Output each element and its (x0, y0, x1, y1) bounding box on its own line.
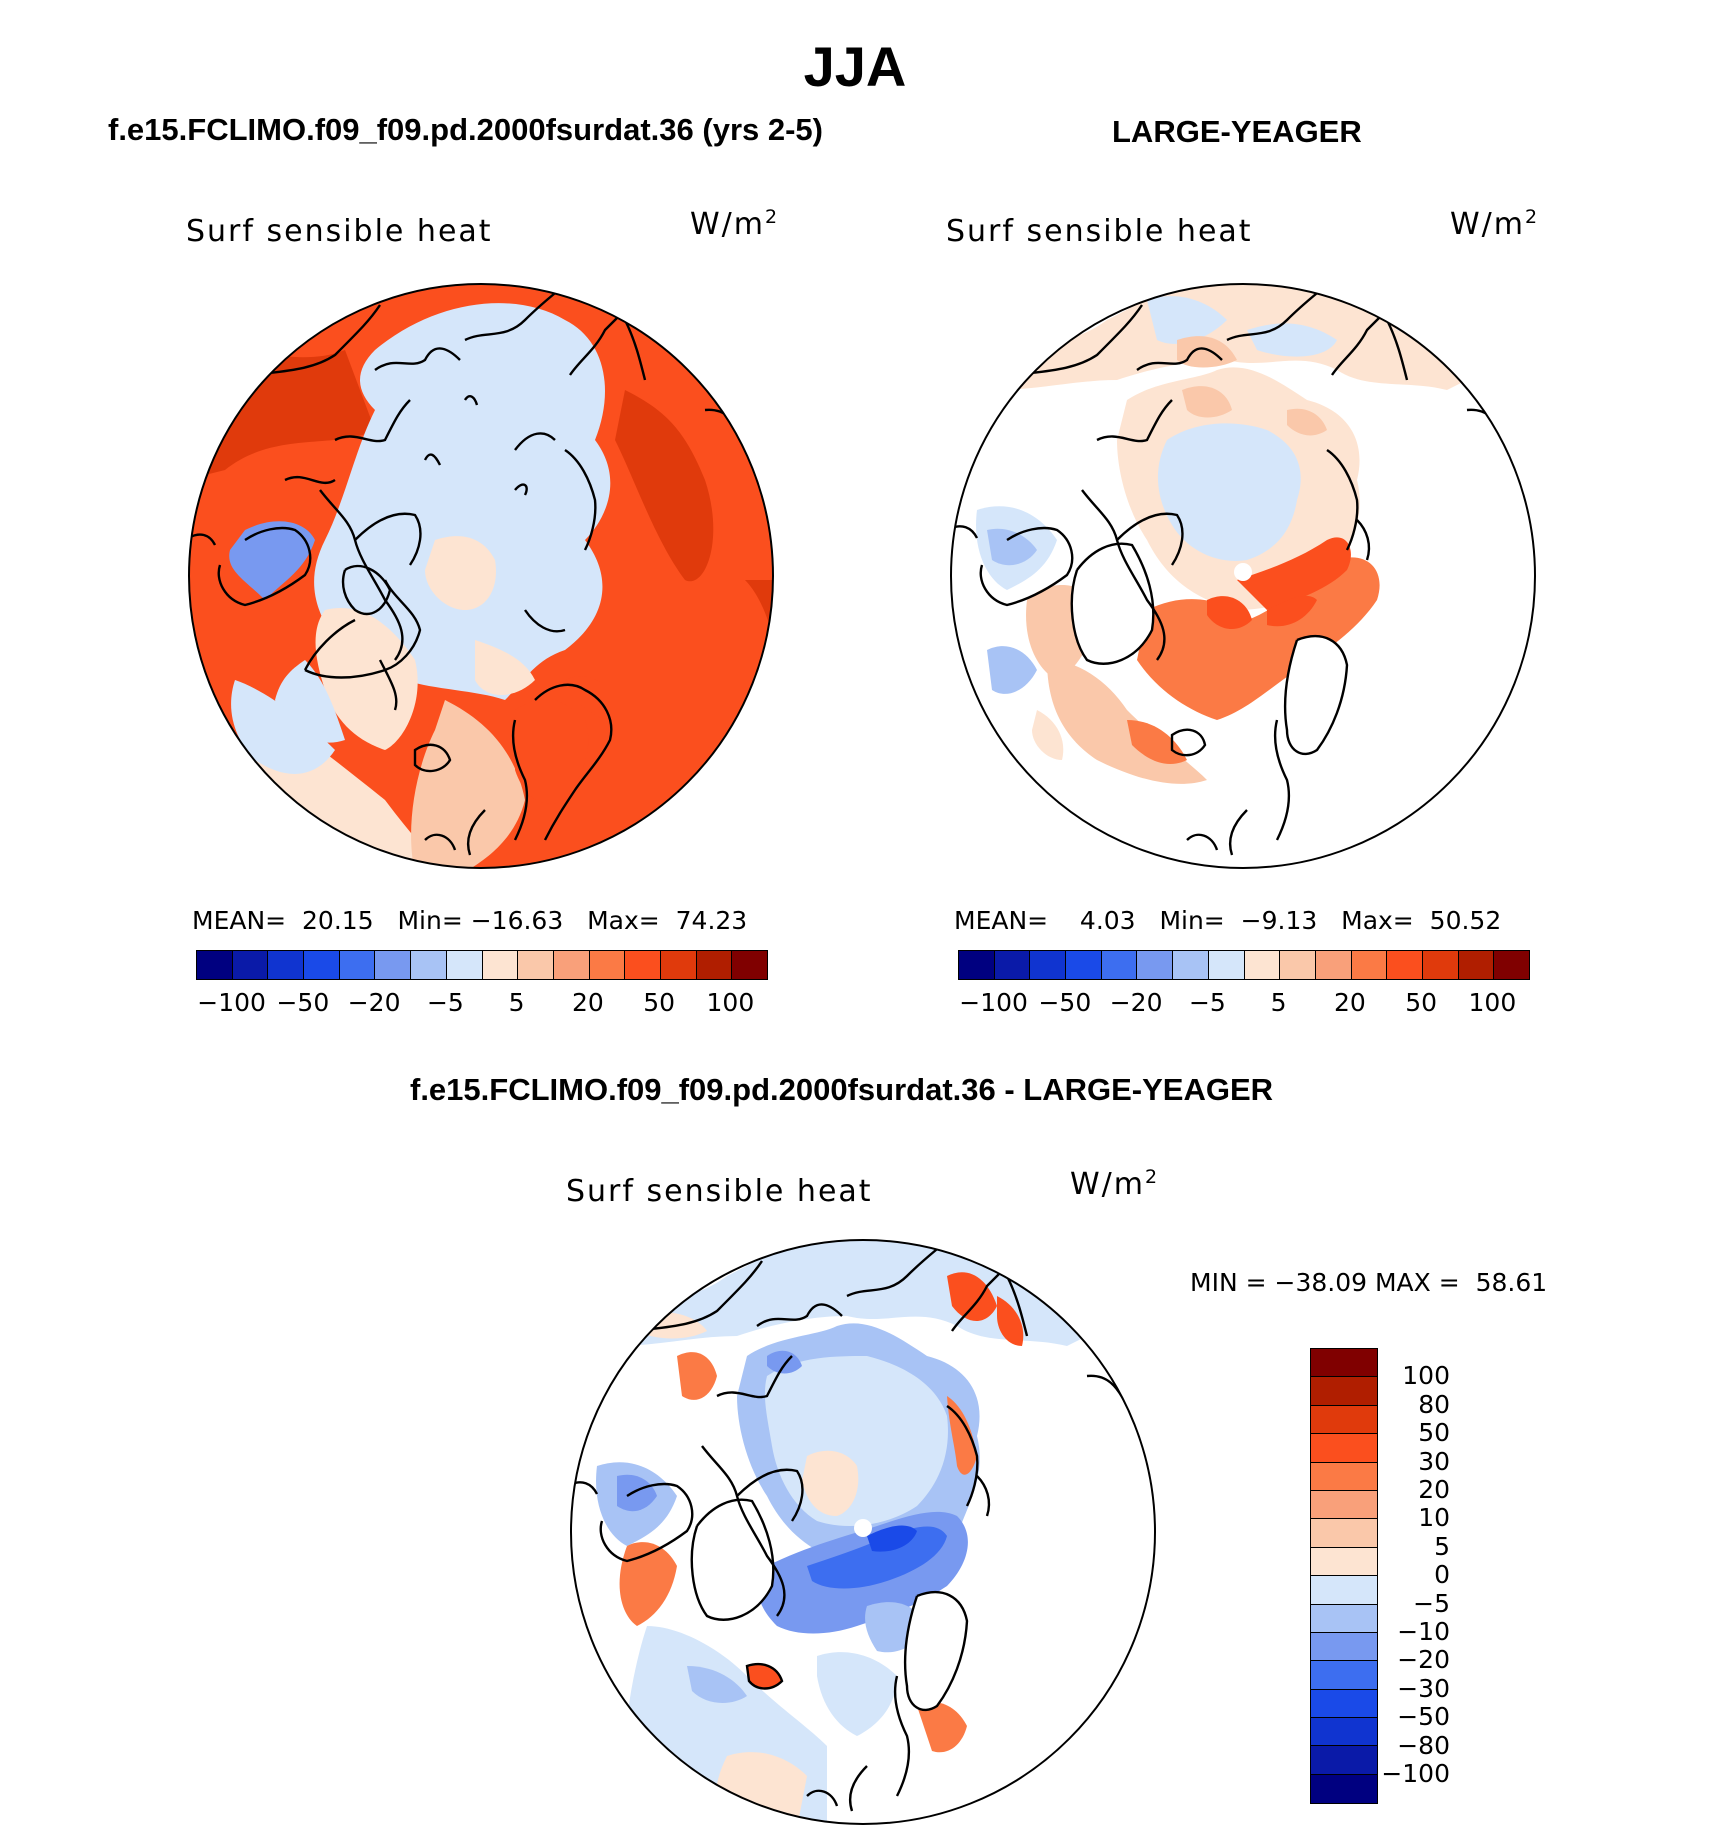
right-colorbar (958, 950, 1530, 980)
colorbar-swatch (447, 951, 483, 979)
left-colorbar (196, 950, 768, 980)
diff-panel-title: f.e15.FCLIMO.f09_f09.pd.2000fsurdat.36 - LARGE-YEAGER (410, 1072, 1274, 1107)
colorbar-swatch (1311, 1519, 1377, 1547)
colorbar-swatch (1137, 951, 1173, 979)
colorbar-swatch (1494, 951, 1529, 979)
colorbar-swatch (1311, 1661, 1377, 1689)
colorbar-swatch (1459, 951, 1495, 979)
right-units: $W/m^2$ (1450, 206, 1540, 242)
colorbar-tick-label: −5 (426, 988, 464, 1017)
colorbar-swatch (1311, 1746, 1377, 1774)
left-polar-map (185, 280, 777, 872)
colorbar-tick-label: 50 (1418, 1418, 1450, 1448)
colorbar-tick-label: −100 (959, 988, 1028, 1017)
right-plot-label: Surf sensible heat (946, 214, 1253, 249)
colorbar-tick-label: 5 (508, 988, 525, 1017)
colorbar-swatch (268, 951, 304, 979)
colorbar-tick-label: 50 (1405, 988, 1438, 1017)
colorbar-swatch (518, 951, 554, 979)
colorbar-tick-label: 80 (1418, 1389, 1450, 1419)
colorbar-tick-label: 20 (571, 988, 604, 1017)
colorbar-tick-label: 5 (1270, 988, 1287, 1017)
colorbar-swatch (1316, 951, 1352, 979)
colorbar-swatch (1311, 1718, 1377, 1746)
colorbar-tick-label: −20 (347, 988, 401, 1017)
left-plot-label: Surf sensible heat (186, 214, 493, 249)
colorbar-swatch (1311, 1690, 1377, 1718)
colorbar-tick-label: −50 (276, 988, 330, 1017)
colorbar-tick-label: −50 (1397, 1702, 1450, 1732)
diff-minmax: MIN = −38.09 MAX = 58.61 (1190, 1268, 1548, 1297)
right-colorbar-ticks (958, 988, 1528, 1022)
colorbar-swatch (625, 951, 661, 979)
colorbar-swatch (732, 951, 767, 979)
colorbar-swatch (1311, 1548, 1377, 1576)
colorbar-tick-label: −10 (1397, 1617, 1450, 1646)
colorbar-tick-label: 10 (1418, 1503, 1450, 1533)
colorbar-swatch (340, 951, 376, 979)
colorbar-tick-label: −100 (197, 988, 266, 1017)
left-stats: MEAN= 20.15 Min= −16.63 Max= 74.23 (192, 906, 748, 935)
colorbar-swatch (1311, 1576, 1377, 1604)
colorbar-swatch (1311, 1463, 1377, 1491)
colorbar-swatch (1311, 1349, 1377, 1377)
colorbar-swatch (1311, 1491, 1377, 1519)
left-panel-title: f.e15.FCLIMO.f09_f09.pd.2000fsurdat.36 (yrs 2-5) (108, 112, 823, 147)
colorbar-swatch (697, 951, 733, 979)
colorbar-swatch (1311, 1775, 1377, 1803)
colorbar-swatch (411, 951, 447, 979)
colorbar-swatch (661, 951, 697, 979)
diff-polar-map (567, 1236, 1159, 1828)
colorbar-swatch (1311, 1377, 1377, 1405)
colorbar-swatch (1311, 1434, 1377, 1462)
colorbar-swatch (233, 951, 269, 979)
colorbar-tick-label: 100 (1402, 1361, 1450, 1391)
colorbar-swatch (959, 951, 995, 979)
colorbar-swatch (1209, 951, 1245, 979)
colorbar-tick-label: −80 (1397, 1730, 1450, 1760)
left-units: $W/m^2$ (690, 206, 780, 242)
colorbar-tick-label: 100 (706, 988, 755, 1017)
figure-title: JJA (803, 35, 907, 98)
colorbar-swatch (1311, 1406, 1377, 1434)
colorbar-tick-label: 0 (1434, 1560, 1450, 1590)
colorbar-tick-label: 100 (1468, 988, 1517, 1017)
diff-colorbar (1310, 1348, 1378, 1804)
colorbar-tick-label: −5 (1413, 1588, 1450, 1618)
colorbar-swatch (1280, 951, 1316, 979)
colorbar-tick-label: −100 (1381, 1759, 1450, 1788)
right-stats: MEAN= 4.03 Min= −9.13 Max= 50.52 (954, 906, 1502, 935)
colorbar-swatch (375, 951, 411, 979)
right-panel-title: LARGE-YEAGER (1112, 114, 1362, 149)
colorbar-swatch (554, 951, 590, 979)
colorbar-swatch (197, 951, 233, 979)
colorbar-tick-label: −5 (1188, 988, 1226, 1017)
colorbar-tick-label: 5 (1434, 1531, 1450, 1561)
diff-colorbar-ticks (1370, 1348, 1450, 1808)
colorbar-tick-label: −30 (1397, 1673, 1450, 1703)
colorbar-swatch (1311, 1605, 1377, 1633)
diff-units: $W/m^2$ (1070, 1166, 1160, 1202)
colorbar-swatch (304, 951, 340, 979)
colorbar-swatch (1102, 951, 1138, 979)
colorbar-swatch (1311, 1633, 1377, 1661)
colorbar-swatch (1387, 951, 1423, 979)
colorbar-swatch (483, 951, 519, 979)
colorbar-swatch (1030, 951, 1066, 979)
colorbar-swatch (1423, 951, 1459, 979)
colorbar-tick-label: −20 (1397, 1645, 1450, 1675)
colorbar-tick-label: 50 (643, 988, 676, 1017)
colorbar-swatch (1352, 951, 1388, 979)
left-colorbar-ticks (196, 988, 766, 1022)
colorbar-swatch (1245, 951, 1281, 979)
colorbar-tick-label: 20 (1333, 988, 1366, 1017)
colorbar-swatch (995, 951, 1031, 979)
colorbar-tick-label: −50 (1038, 988, 1092, 1017)
colorbar-swatch (1173, 951, 1209, 979)
colorbar-swatch (590, 951, 626, 979)
colorbar-tick-label: 30 (1418, 1446, 1450, 1476)
colorbar-swatch (1066, 951, 1102, 979)
colorbar-tick-label: −20 (1109, 988, 1163, 1017)
diff-plot-label: Surf sensible heat (566, 1174, 873, 1209)
colorbar-tick-label: 20 (1418, 1475, 1450, 1504)
right-polar-map (947, 280, 1539, 872)
